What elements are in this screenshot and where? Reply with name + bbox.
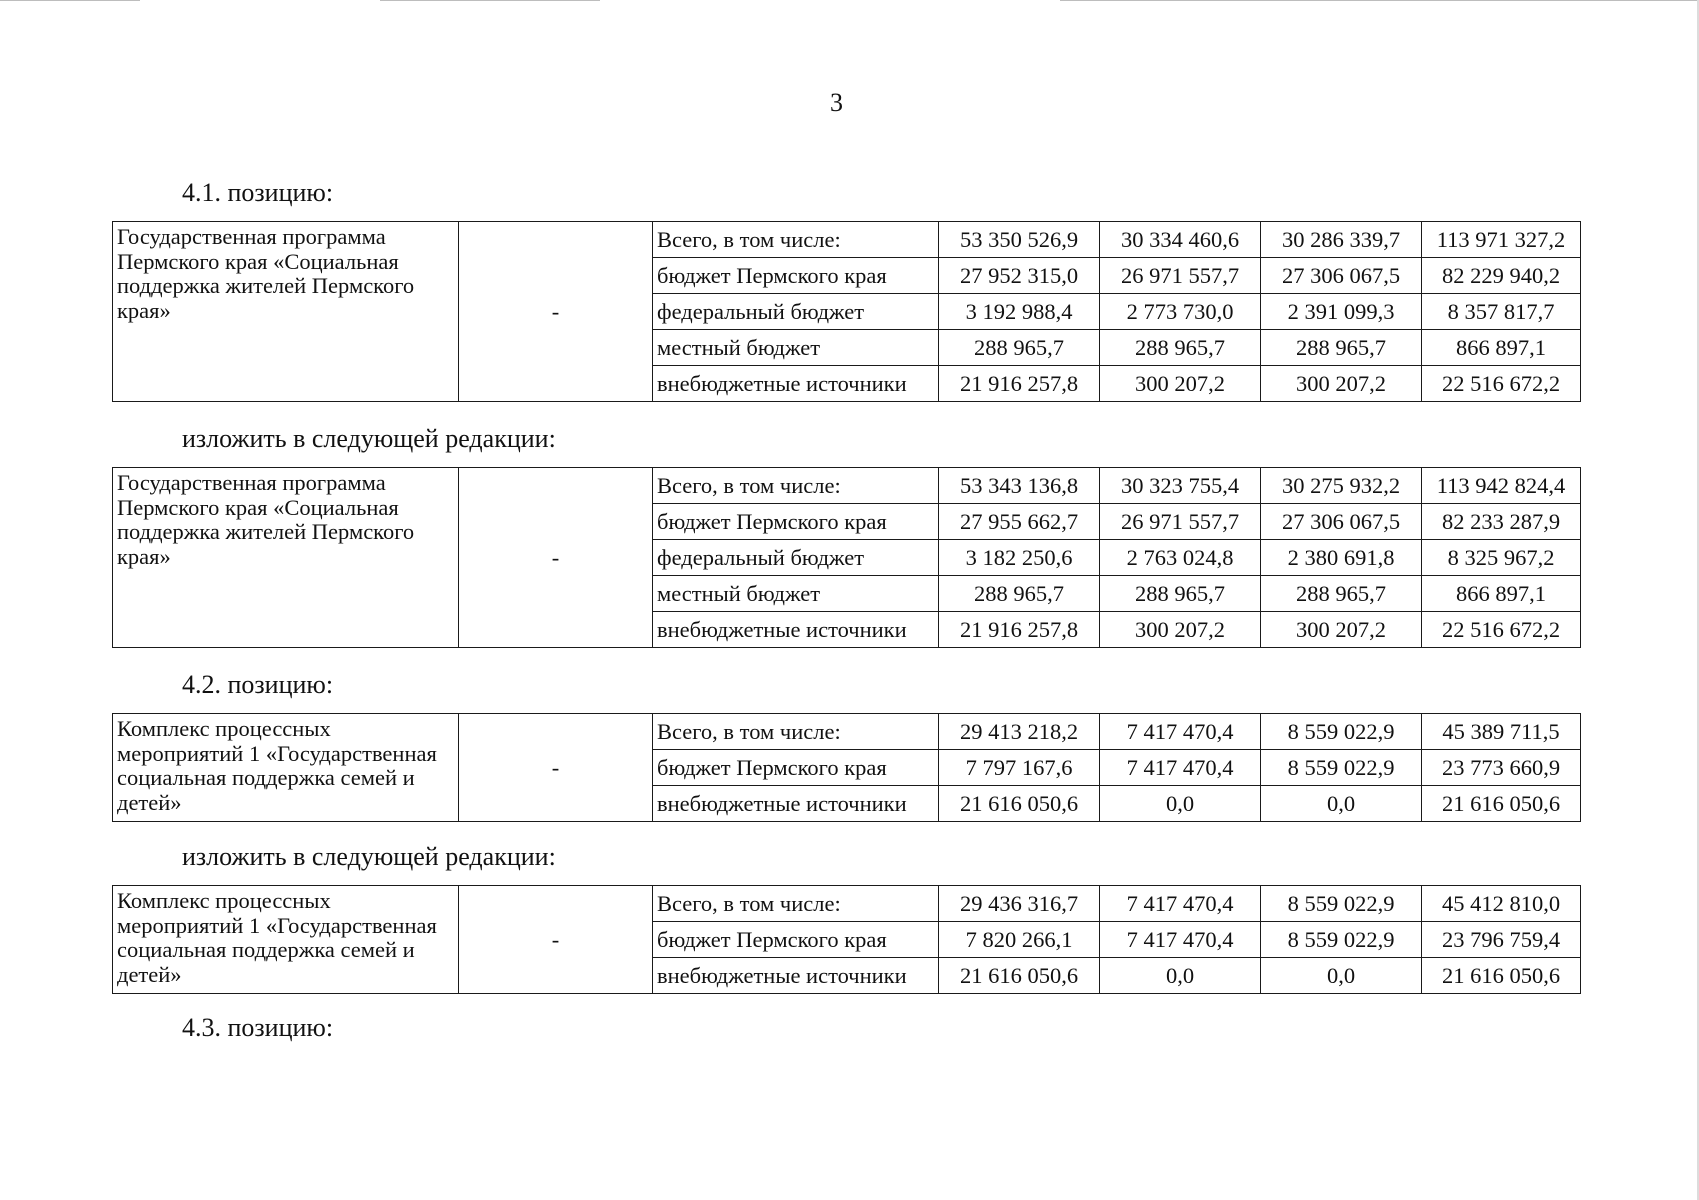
row-label: внебюджетные источники [653, 786, 939, 822]
row-label: внебюджетные источники [653, 366, 939, 402]
value-cell: 22 516 672,2 [1422, 612, 1581, 648]
row-label: местный бюджет [653, 330, 939, 366]
value-cell: 300 207,2 [1100, 612, 1261, 648]
value-cell: 21 616 050,6 [1422, 786, 1581, 822]
value-cell: 0,0 [1100, 786, 1261, 822]
dash-cell: - [459, 886, 653, 994]
value-cell: 30 286 339,7 [1261, 222, 1422, 258]
row-label: бюджет Пермского края [653, 258, 939, 294]
row-label: бюджет Пермского края [653, 750, 939, 786]
value-cell: 27 306 067,5 [1261, 258, 1422, 294]
value-cell: 866 897,1 [1422, 330, 1581, 366]
section-heading: 4.1. позицию: [182, 178, 334, 207]
row-label: Всего, в том числе: [653, 714, 939, 750]
value-cell: 0,0 [1261, 958, 1422, 994]
value-cell: 82 229 940,2 [1422, 258, 1581, 294]
value-cell: 29 436 316,7 [939, 886, 1100, 922]
value-cell: 30 275 932,2 [1261, 468, 1422, 504]
value-cell: 7 417 470,4 [1100, 714, 1261, 750]
row-label: внебюджетные источники [653, 958, 939, 994]
value-cell: 288 965,7 [1261, 330, 1422, 366]
value-cell: 8 325 967,2 [1422, 540, 1581, 576]
dash-cell: - [459, 714, 653, 822]
value-cell: 2 391 099,3 [1261, 294, 1422, 330]
row-label: бюджет Пермского края [653, 922, 939, 958]
value-cell: 27 955 662,7 [939, 504, 1100, 540]
scan-edge-line [1060, 0, 1699, 1]
value-cell: 3 192 988,4 [939, 294, 1100, 330]
value-cell: 22 516 672,2 [1422, 366, 1581, 402]
value-cell: 300 207,2 [1100, 366, 1261, 402]
section-heading: 4.3. позицию: [182, 1013, 334, 1042]
row-label: федеральный бюджет [653, 540, 939, 576]
value-cell: 866 897,1 [1422, 576, 1581, 612]
dash-cell: - [459, 468, 653, 648]
value-cell: 8 559 022,9 [1261, 714, 1422, 750]
row-label: Всего, в том числе: [653, 468, 939, 504]
value-cell: 113 971 327,2 [1422, 222, 1581, 258]
value-cell: 300 207,2 [1261, 612, 1422, 648]
section-heading: изложить в следующей редакции: [182, 424, 556, 453]
dash-cell: - [459, 222, 653, 402]
row-label: Всего, в том числе: [653, 222, 939, 258]
value-cell: 21 916 257,8 [939, 366, 1100, 402]
budget-table [112, 885, 1581, 994]
value-cell: 21 616 050,6 [939, 958, 1100, 994]
program-name: Комплекс процессных мероприятий 1 «Государственная социальная поддержка семей и детей» [113, 886, 459, 994]
value-cell: 8 357 817,7 [1422, 294, 1581, 330]
row-label: федеральный бюджет [653, 294, 939, 330]
scan-edge-line [380, 0, 600, 1]
value-cell: 288 965,7 [939, 330, 1100, 366]
value-cell: 23 796 759,4 [1422, 922, 1581, 958]
value-cell: 7 797 167,6 [939, 750, 1100, 786]
value-cell: 21 916 257,8 [939, 612, 1100, 648]
value-cell: 23 773 660,9 [1422, 750, 1581, 786]
budget-table [112, 221, 1581, 402]
value-cell: 288 965,7 [939, 576, 1100, 612]
page-number: 3 [830, 88, 843, 117]
value-cell: 113 942 824,4 [1422, 468, 1581, 504]
table-row [113, 886, 1581, 922]
value-cell: 2 380 691,8 [1261, 540, 1422, 576]
table-row [113, 222, 1581, 258]
value-cell: 29 413 218,2 [939, 714, 1100, 750]
value-cell: 300 207,2 [1261, 366, 1422, 402]
program-name: Государственная программа Пермского края «Социальная поддержка жителей Пермского края» [113, 468, 459, 648]
value-cell: 53 343 136,8 [939, 468, 1100, 504]
row-label: бюджет Пермского края [653, 504, 939, 540]
table-row [113, 714, 1581, 750]
value-cell: 2 763 024,8 [1100, 540, 1261, 576]
value-cell: 8 559 022,9 [1261, 886, 1422, 922]
value-cell: 3 182 250,6 [939, 540, 1100, 576]
value-cell: 0,0 [1100, 958, 1261, 994]
value-cell: 288 965,7 [1261, 576, 1422, 612]
program-name: Комплекс процессных мероприятий 1 «Государственная социальная поддержка семей и детей» [113, 714, 459, 822]
row-label: местный бюджет [653, 576, 939, 612]
value-cell: 45 412 810,0 [1422, 886, 1581, 922]
value-cell: 30 323 755,4 [1100, 468, 1261, 504]
value-cell: 27 306 067,5 [1261, 504, 1422, 540]
value-cell: 288 965,7 [1100, 576, 1261, 612]
budget-table [112, 467, 1581, 648]
program-name: Государственная программа Пермского края «Социальная поддержка жителей Пермского края» [113, 222, 459, 402]
scan-edge-line [0, 0, 140, 1]
value-cell: 26 971 557,7 [1100, 258, 1261, 294]
value-cell: 8 559 022,9 [1261, 750, 1422, 786]
value-cell: 45 389 711,5 [1422, 714, 1581, 750]
value-cell: 53 350 526,9 [939, 222, 1100, 258]
value-cell: 0,0 [1261, 786, 1422, 822]
value-cell: 8 559 022,9 [1261, 922, 1422, 958]
value-cell: 7 820 266,1 [939, 922, 1100, 958]
value-cell: 26 971 557,7 [1100, 504, 1261, 540]
value-cell: 82 233 287,9 [1422, 504, 1581, 540]
value-cell: 30 334 460,6 [1100, 222, 1261, 258]
row-label: внебюджетные источники [653, 612, 939, 648]
row-label: Всего, в том числе: [653, 886, 939, 922]
value-cell: 7 417 470,4 [1100, 922, 1261, 958]
value-cell: 7 417 470,4 [1100, 750, 1261, 786]
table-row [113, 468, 1581, 504]
section-heading: изложить в следующей редакции: [182, 842, 556, 871]
value-cell: 27 952 315,0 [939, 258, 1100, 294]
section-heading: 4.2. позицию: [182, 670, 334, 699]
budget-table [112, 713, 1581, 822]
value-cell: 7 417 470,4 [1100, 886, 1261, 922]
value-cell: 21 616 050,6 [939, 786, 1100, 822]
value-cell: 21 616 050,6 [1422, 958, 1581, 994]
value-cell: 2 773 730,0 [1100, 294, 1261, 330]
value-cell: 288 965,7 [1100, 330, 1261, 366]
